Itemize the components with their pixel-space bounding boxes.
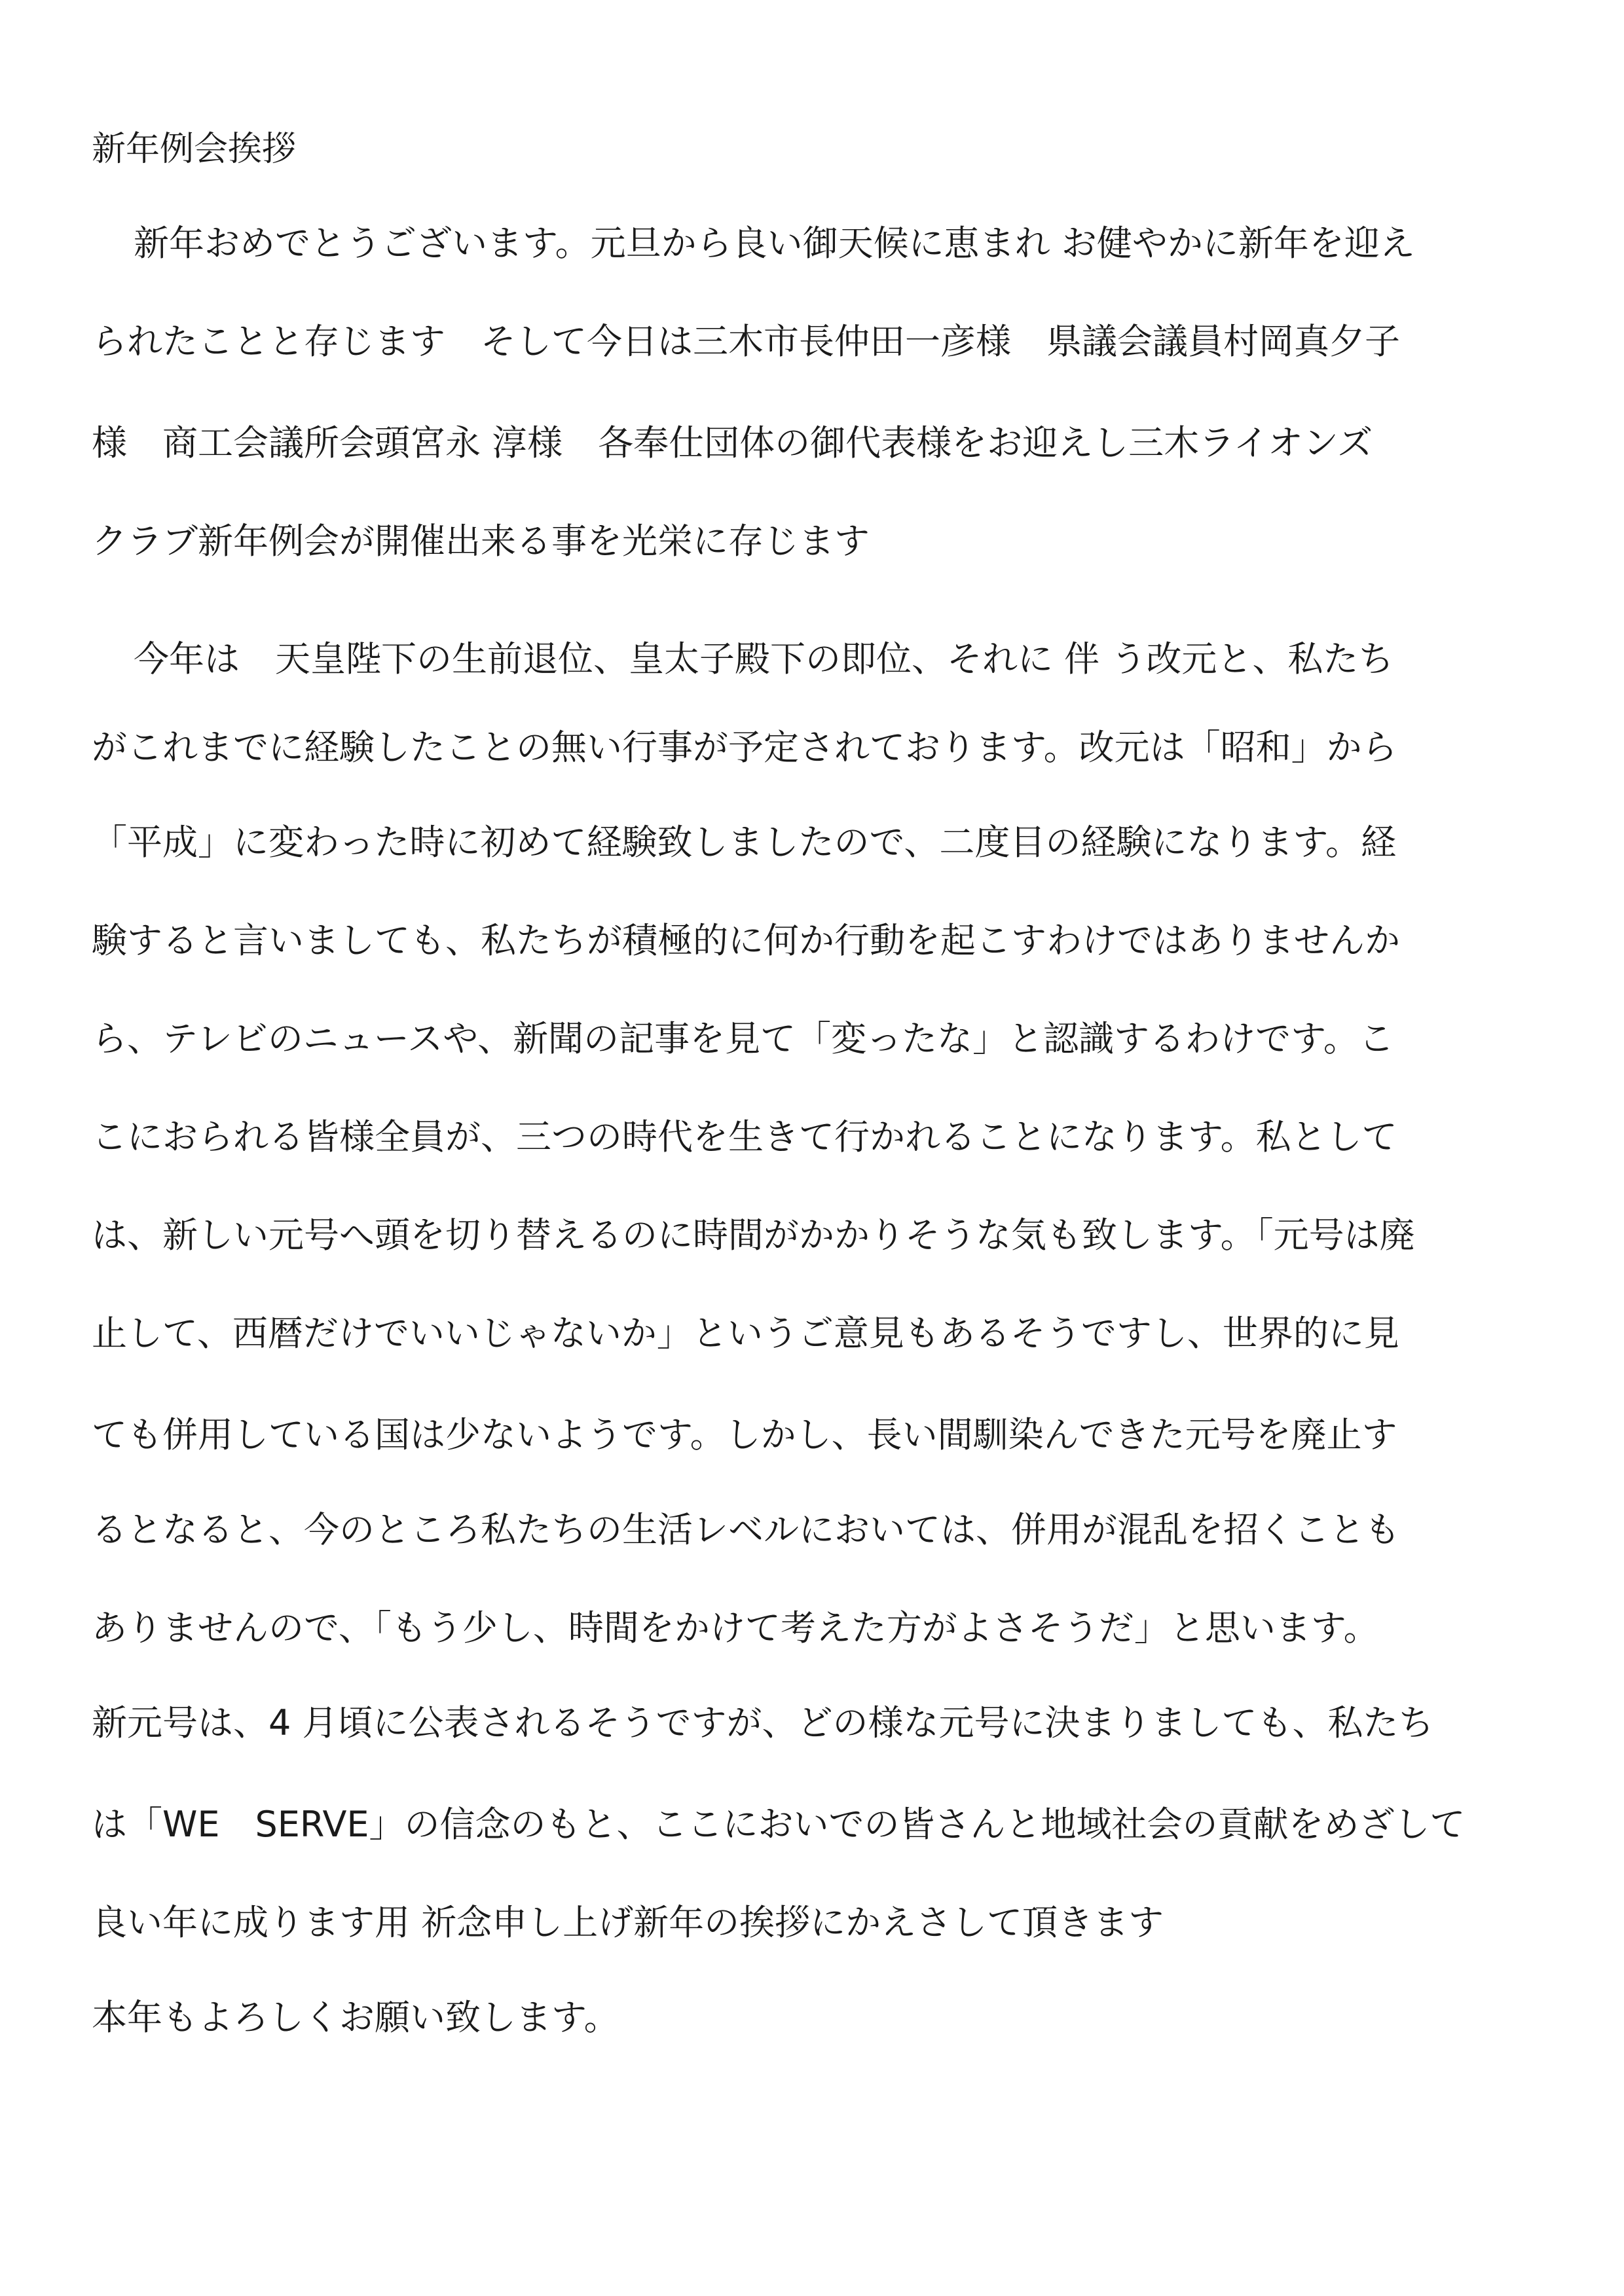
text-line: ても併用している国は少ないようです。しかし、長い間馴染んできた元号を廃止す — [92, 1414, 1397, 1455]
text-line: 様 商工会議所会頭宮永 淳様 各奉仕団体の御代表様をお迎えし三木ライオンズ — [92, 422, 1373, 464]
text-line: 「平成」に変わった時に初めて経験致しましたので、二度目の経験になります。経 — [92, 822, 1397, 863]
text-line: は「WE SERVE」の信念のもと、ここにおいでの皆さんと地域社会の貢献をめざして — [92, 1804, 1466, 1845]
text-line: 良い年に成ります用 祈念申し上げ新年の挨拶にかえさして頂きます — [92, 1902, 1164, 1943]
text-line: 今年は 天皇陛下の生前退位、皇太子殿下の即位、それに 伴 う改元と、私たち — [134, 638, 1394, 680]
text-line: 本年もよろしくお願い致します。 — [92, 1997, 619, 2038]
text-line: は、新しい元号へ頭を切り替えるのに時間がかかりそうな気も致します。「元号は廃 — [92, 1214, 1415, 1256]
text-line: 新年おめでとうございます。元旦から良い御天候に恵まれ お健やかに新年を迎え — [134, 223, 1415, 264]
text-line: こにおられる皆様全員が、三つの時代を生きて行かれることになります。私として — [92, 1116, 1397, 1157]
text-line: 験すると言いましても、私たちが積極的に何か行動を起こすわけではありませんか — [92, 920, 1400, 961]
text-line: ありませんので、「もう少し、時間をかけて考えた方がよさそうだ」と思います。 — [92, 1607, 1379, 1649]
text-line: クラブ新年例会が開催出来る事を光栄に存じます — [92, 520, 870, 562]
text-line: られたことと存じます そして今日は三木市長仲田一彦様 県議会議員村岡真夕子 — [92, 321, 1400, 362]
text-line: 止して、西暦だけでいいじゃないか」というご意見もあるそうですし、世界的に見 — [92, 1313, 1399, 1354]
text-line: ら、テレビのニュースや、新聞の記事を見て「変ったな」と認識するわけです。こ — [92, 1018, 1394, 1059]
text-line: がこれまでに経験したことの無い行事が予定されております。改元は「昭和」から — [92, 727, 1397, 768]
text-line: 新元号は、4 月頃に公表されるそうですが、どの様な元号に決まりましても、私たち — [92, 1702, 1434, 1743]
document-title: 新年例会挨拶 — [92, 130, 297, 169]
text-line: るとなると、今のところ私たちの生活レベルにおいては、併用が混乱を招くことも — [92, 1509, 1400, 1550]
